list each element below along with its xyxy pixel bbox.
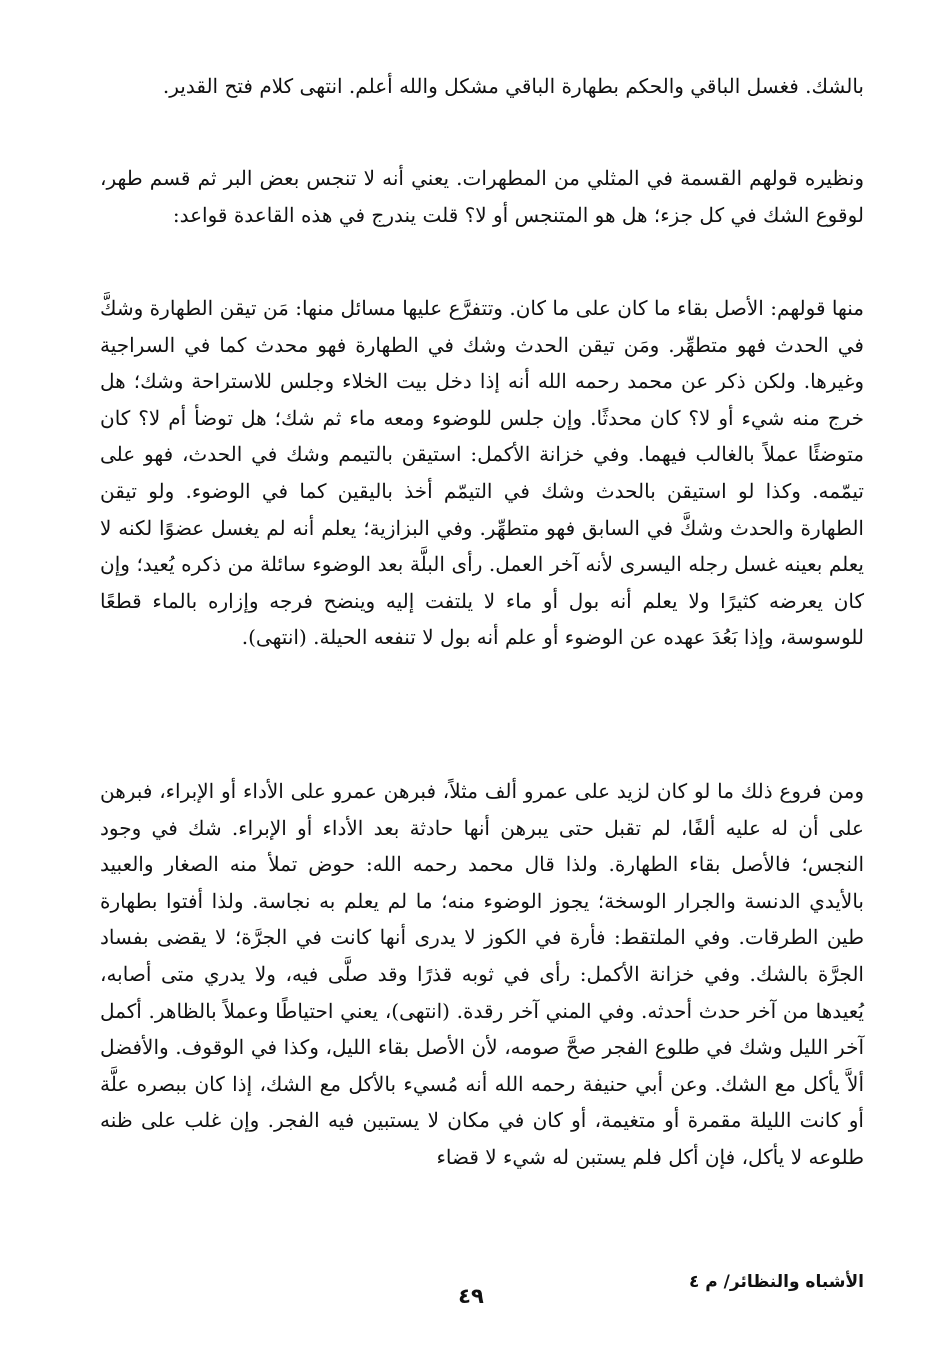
- page-number: ٤٩: [458, 1284, 484, 1308]
- paragraph-2: ونظيره قولهم القسمة في المثلي من المطهرات. يعني أنه لا تنجس بعض البر ثم قسم طهر، لوقوع الشك في كل جزء؛ هل هو المتنجس أو لا؟ قلت يندرج في هذه القاعدة قواعد:: [100, 166, 865, 227]
- footer-book-title: الأشباه والنظائر/ م ٤: [689, 1272, 864, 1292]
- paragraph-3: منها قولهم: الأصل بقاء ما كان على ما كان. وتتفرَّع عليها مسائل منها: مَن تيقن الطهارة وشكَّ في الحدث فهو متطهِّر. ومَن تيقن الحدث وشك في الطهارة فهو محدث كما في السراجية وغيرها. ولكن ذكر عن محمد رحمه الله أنه إذا دخل بيت الخلاء وجلس للاستراحة وشك؛ هل خرج منه شيء أو لا؟ كان محدثًا. وإن جلس للوضوء ومعه ماء ثم شك؛ هل توضأ أم لا؟ كان متوضئًا عملاً بالغالب فيهما. وفي خزانة الأكمل: استيقن بالتيمم وشك في الحدث، فهو على تيمّمه. وكذا لو استيقن بالحدث وشك في التيمّم أخذ باليقين كما في الوضوء. ولو تيقن الطهارة والحدث وشكَّ في السابق فهو متطهِّر. وفي البزازية؛ يعلم أنه لم يغسل عضوًا لكنه لا يعلم بعينه غسل رجله اليسرى لأنه آخر العمل. رأى البلَّة بعد الوضوء سائلة من ذكره يُعيد؛ وإن كان يعرضه كثيرًا ولا يعلم أنه بول أو ماء لا يلتفت إليه وينضح فرجه وإزاره بالماء قطعًا للوسوسة، وإذا بَعُدَ عهده عن الوضوء أو علم أنه بول لا تنفعه الحيلة. (انتهى).: [100, 296, 864, 650]
- paragraph-4: ومن فروع ذلك ما لو كان لزيد على عمرو ألف مثلاً، فبرهن عمرو على الأداء أو الإبراء، فبرهن على أن له عليه ألفًا، لم تقبل حتى يبرهن أنها حادثة بعد الأداء أو الإبراء. شك في وجود النجس؛ فالأصل بقاء الطهارة. ولذا قال محمد رحمه الله: حوض تملأ منه الصغار والعبيد بالأيدي الدنسة والجرار الوسخة؛ يجوز الوضوء منه؛ ما لم يعلم به نجاسة. ولذا أفتوا بطهارة طين الطرقات. وفي الملتقط: فأرة في الكوز لا يدرى أنها كانت في الجرَّة؛ لا يقضى بفساد الجرَّة بالشك. وفي خزانة الأكمل: رأى في ثوبه قذرًا وقد صلَّى فيه، ولا يدري متى أصابه، يُعيدها من آخر حدث أحدثه. وفي المني آخر رقدة. (انتهى)، يعني احتياطًا وعملاً بالظاهر. أكمل آخر الليل وشك في طلوع الفجر صحَّ صومه، لأن الأصل بقاء الليل، وكذا في الوقوف. والأفضل ألاَّ يأكل مع الشك. وعن أبي حنيفة رحمه الله أنه مُسيء بالأكل مع الشك، إذا كان ببصره علَّة أو كانت الليلة مقمرة أو متغيمة، أو كان في مكان لا يستبين فيه الفجر. وإن غلب على ظنه طلوعه لا يأكل، فإن أكل فلم يستبن له شيء لا قضاء: [100, 779, 865, 1169]
- paragraph-1: بالشك. فغسل الباقي والحكم بطهارة الباقي مشكل والله أعلم. انتهى كلام فتح القدير.: [162, 74, 864, 98]
